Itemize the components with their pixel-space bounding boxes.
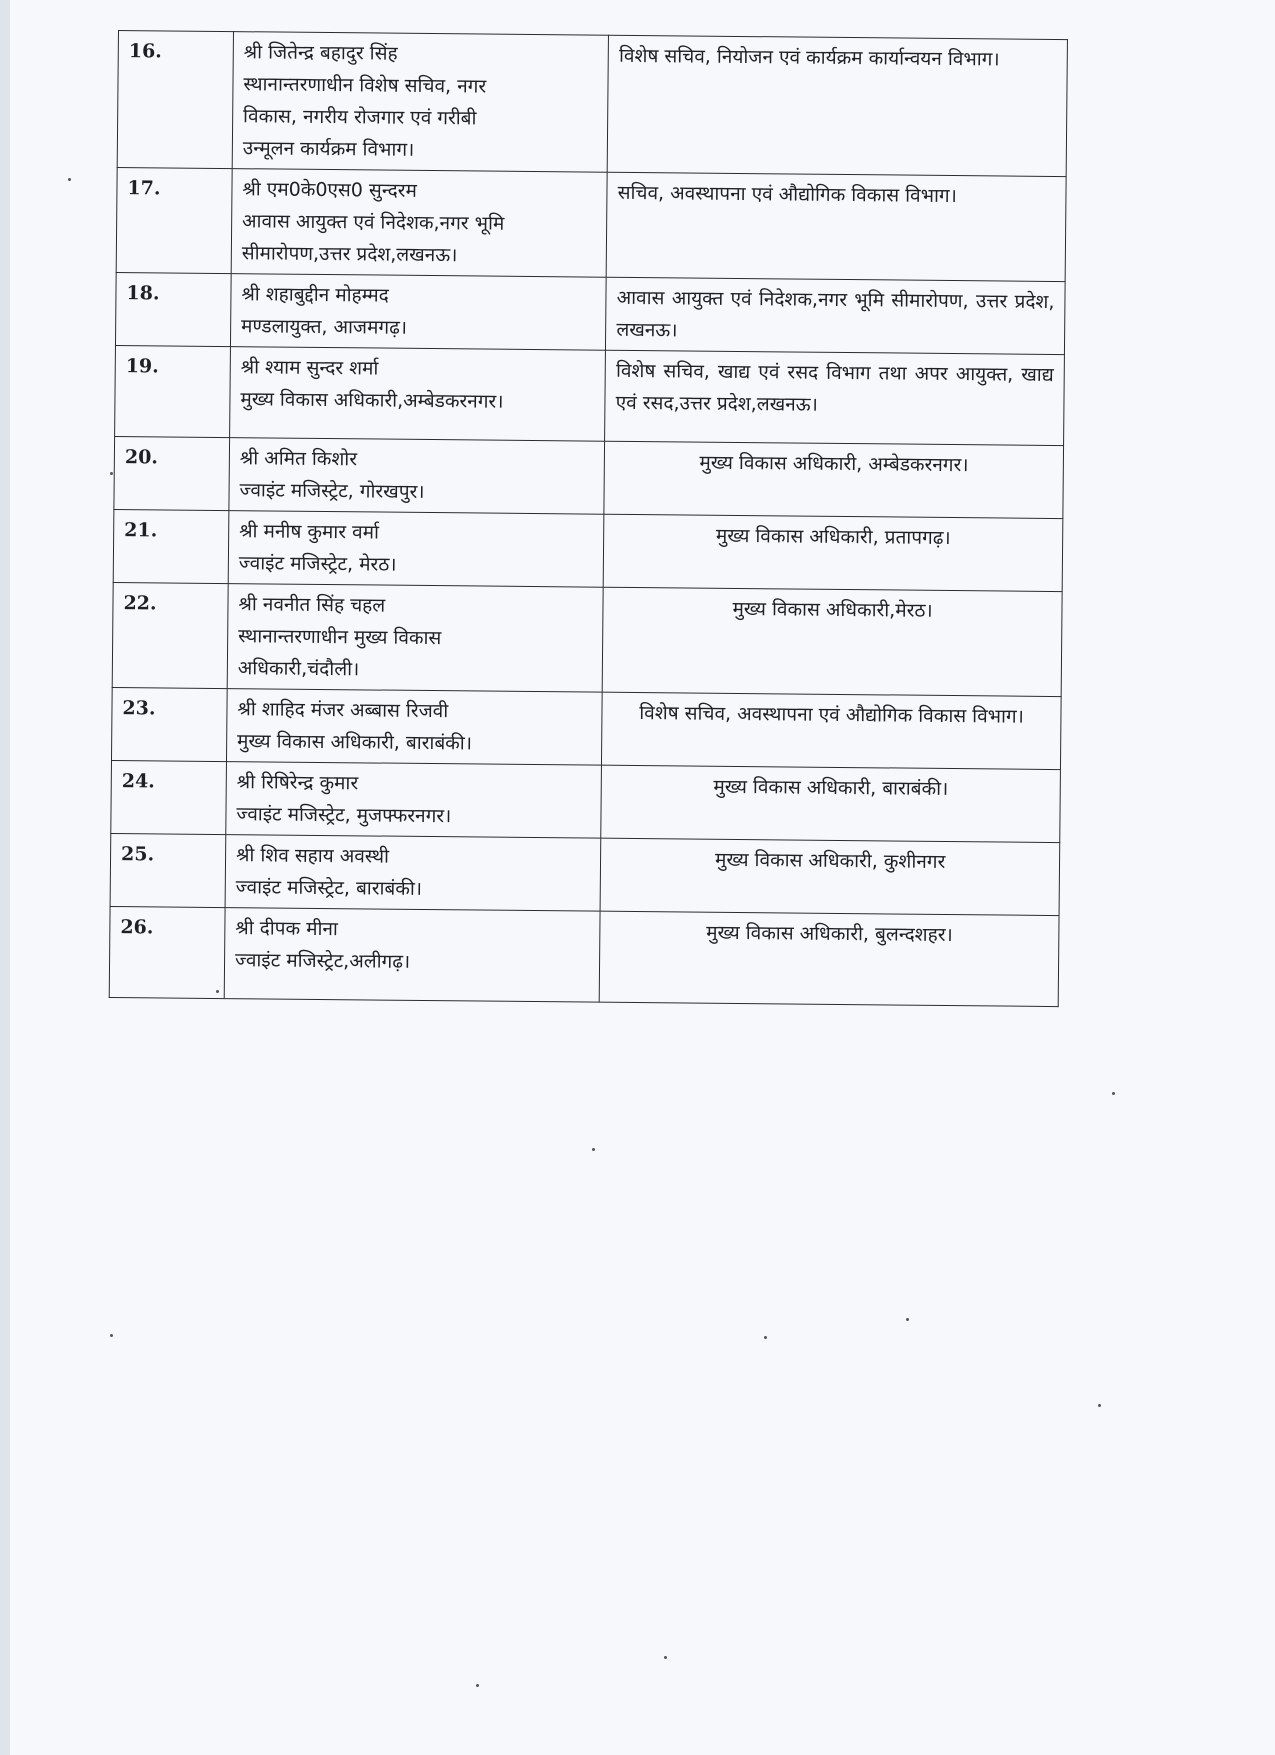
officer-line: स्थानान्तरणाधीन मुख्य विकास (238, 625, 442, 650)
officer-line: श्री दीपक मीना (235, 917, 339, 941)
serial-number: 17. (116, 167, 232, 273)
scan-speck (68, 178, 71, 181)
officer-line: मुख्य विकास अधिकारी, बाराबंकी। (237, 730, 473, 755)
new-posting: विशेष सचिव, नियोजन एवं कार्यक्रम कार्यान्वयन विभाग। (607, 35, 1067, 176)
table-row (115, 345, 1065, 445)
table-row (116, 167, 1066, 281)
officer-line: श्री श्याम सुन्दर शर्मा (240, 356, 379, 380)
serial-number: 18. (115, 272, 231, 346)
scan-speck (1098, 1404, 1101, 1407)
officer-line: श्री एम0के0एस0 सुन्दरम (242, 178, 417, 202)
serial-number: 23. (111, 687, 227, 761)
serial-number: 25. (110, 833, 226, 907)
new-posting: मुख्य विकास अधिकारी, बाराबंकी। (601, 765, 1060, 842)
officer-line: उन्मूलन कार्यक्रम विभाग। (242, 137, 415, 161)
serial-number: 20. (114, 436, 230, 510)
officer-line: सीमारोपण,उत्तर प्रदेश,लखनऊ। (241, 242, 458, 267)
new-posting: मुख्य विकास अधिकारी,मेरठ। (602, 587, 1062, 696)
scan-speck (110, 472, 113, 475)
table-row (114, 436, 1064, 518)
table-row (109, 906, 1059, 1006)
new-posting: मुख्य विकास अधिकारी, अम्बेडकरनगर। (604, 441, 1063, 518)
transfer-order-table (109, 30, 1068, 1007)
officer-current-post (227, 584, 603, 693)
serial-number: 24. (111, 760, 227, 834)
scan-speck (906, 1318, 909, 1321)
new-posting: मुख्य विकास अधिकारी, बुलन्दशहर। (599, 911, 1059, 1006)
table-row (112, 582, 1062, 696)
table-row (111, 687, 1061, 769)
scan-speck (592, 1148, 595, 1151)
new-posting: मुख्य विकास अधिकारी, प्रतापगढ़। (603, 514, 1062, 591)
officer-current-post (231, 169, 607, 278)
officer-line: ज्वाइंट मजिस्ट्रेट, मुजफ्फरनगर। (236, 803, 452, 828)
officer-line: ज्वाइंट मजिस्ट्रेट, बाराबंकी। (235, 876, 423, 900)
officer-line: मुख्य विकास अधिकारी,अम्बेडकरनगर। (240, 388, 504, 413)
officer-current-post (225, 835, 601, 912)
officer-line: श्री शाहिद मंजर अब्बास रिजवी (237, 698, 449, 723)
scan-speck (1112, 1092, 1115, 1095)
serial-number: 16. (117, 31, 233, 169)
new-posting: मुख्य विकास अधिकारी, कुशीनगर (600, 838, 1059, 915)
officer-current-post (232, 32, 609, 173)
scan-speck (764, 1336, 767, 1339)
officer-line: विकास, नगरीय रोजगार एवं गरीबी (243, 105, 477, 130)
serial-number: 22. (112, 582, 228, 688)
officer-line: श्री शिव सहाय अवस्थी (235, 844, 390, 868)
new-posting: विशेष सचिव, खाद्य एवं रसद विभाग तथा अपर आयुक्त, खाद्य एवं रसद,उत्तर प्रदेश,लखनऊ। (605, 350, 1065, 445)
officer-current-post (230, 347, 606, 442)
officer-current-post (226, 762, 602, 839)
new-posting: विशेष सचिव, अवस्थापना एवं औद्योगिक विकास विभाग। (602, 692, 1061, 769)
officer-current-post (224, 908, 600, 1003)
serial-number: 21. (113, 509, 229, 583)
officer-line: स्थानान्तरणाधीन विशेष सचिव, नगर (243, 73, 487, 98)
table-row (113, 509, 1063, 591)
officer-line: श्री मनीष कुमार वर्मा (239, 520, 380, 544)
officer-line: आवास आयुक्त एवं निदेशक,नगर भूमि (242, 210, 505, 235)
transfer-order-table-wrapper (109, 30, 1068, 1007)
table-row (111, 760, 1061, 842)
officer-line: ज्वाइंट मजिस्ट्रेट, मेरठ। (238, 552, 397, 576)
officer-line: श्री जितेन्द्र बहादुर सिंह (243, 41, 398, 65)
officer-current-post (229, 438, 605, 515)
officer-line: ज्वाइंट मजिस्ट्रेट, गोरखपुर। (239, 479, 425, 503)
officer-line: श्री रिषिरेन्द्र कुमार (236, 771, 359, 795)
officer-current-post (226, 689, 602, 766)
scan-speck (664, 1656, 667, 1659)
officer-current-post (228, 511, 604, 588)
officer-line: श्री शहाबुद्दीन मोहम्मद (241, 283, 389, 307)
scan-speck (476, 1684, 479, 1687)
new-posting: सचिव, अवस्थापना एवं औद्योगिक विकास विभाग। (606, 172, 1066, 281)
scan-edge-shadow (0, 0, 10, 1755)
officer-line: ज्वाइंट मजिस्ट्रेट,अलीगढ़। (234, 949, 411, 973)
serial-number: 19. (115, 345, 231, 437)
officer-line: श्री नवनीत सिंह चहल (238, 593, 386, 617)
table-row (117, 31, 1067, 177)
table-row (110, 833, 1060, 915)
officer-line: अधिकारी,चंदौली। (237, 657, 360, 681)
officer-line: श्री अमित किशोर (239, 447, 358, 471)
scan-speck (110, 1334, 113, 1337)
new-posting: आवास आयुक्त एवं निदेशक,नगर भूमि सीमारोपण, उत्तर प्रदेश, लखनऊ। (606, 277, 1065, 354)
serial-number: 26. (109, 906, 225, 998)
officer-current-post (230, 274, 606, 351)
scan-speck (216, 990, 219, 993)
officer-line: मण्डलायुक्त, आजमगढ़। (240, 315, 408, 339)
table-row (115, 272, 1065, 354)
